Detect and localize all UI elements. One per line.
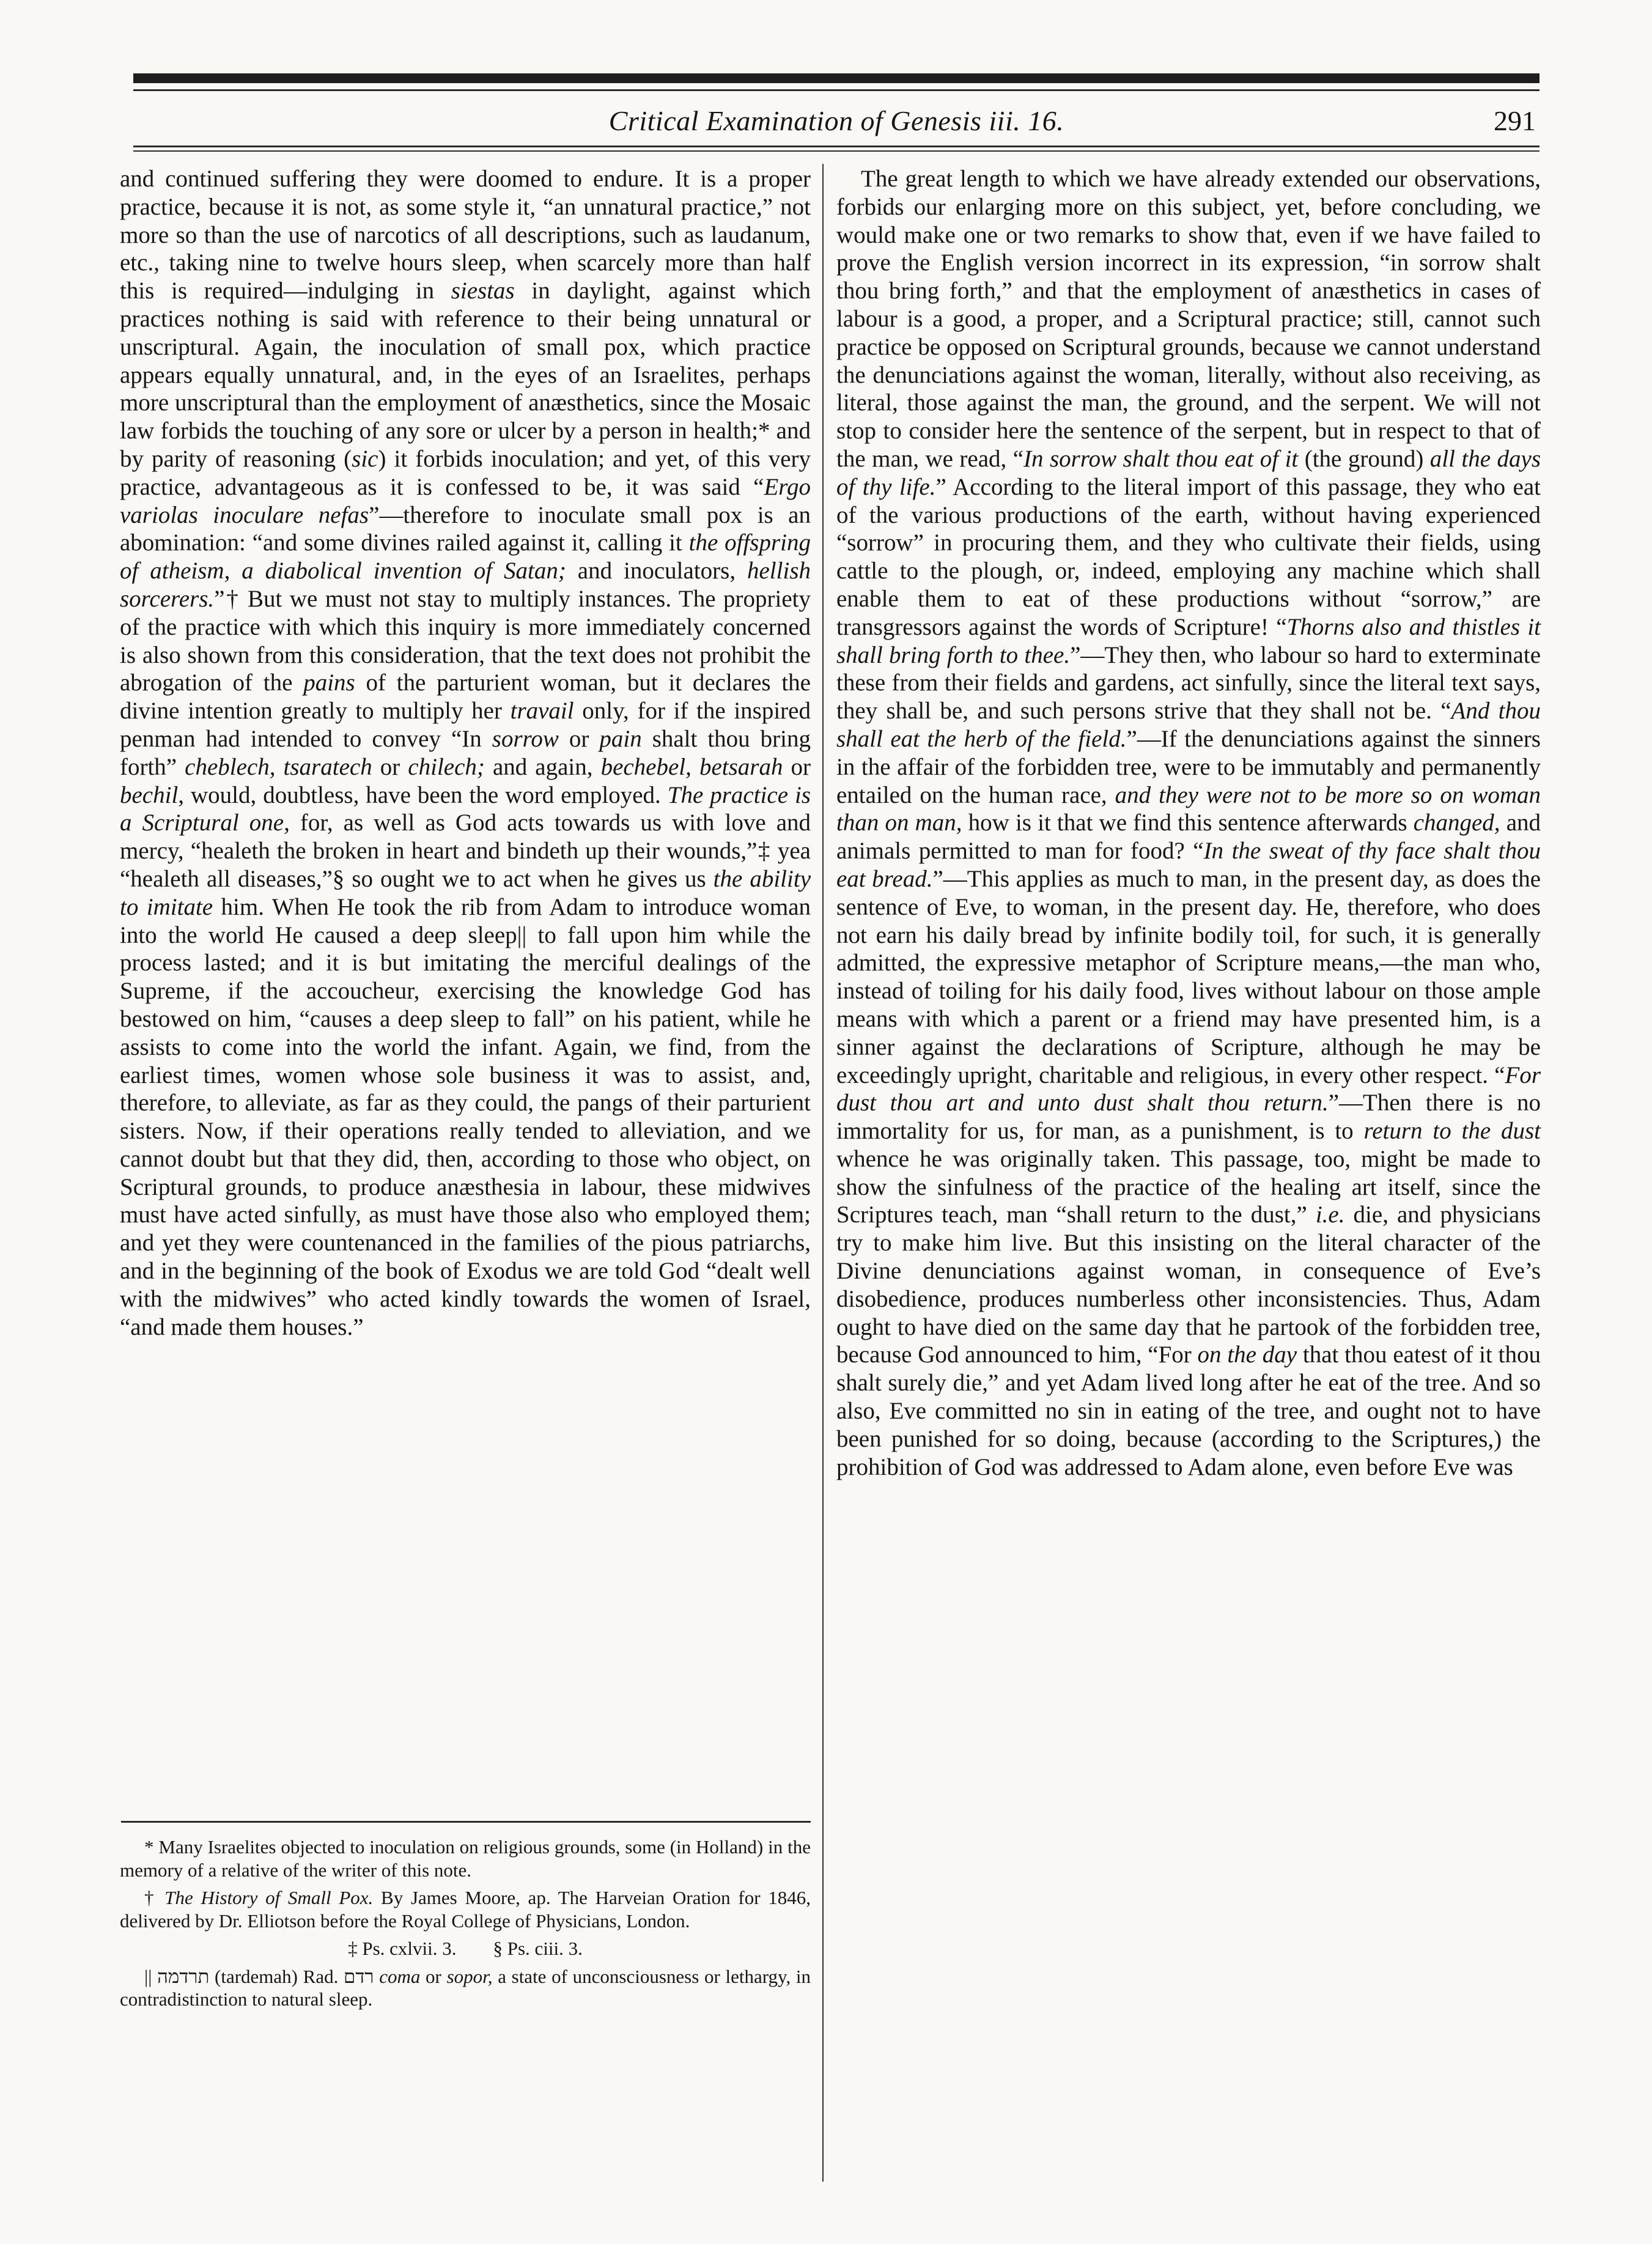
text-run: shalt thou bring forth” [120,725,811,780]
footnote-rule [121,1821,811,1823]
italic-phrase: i.e. [1315,1201,1345,1228]
italic-phrase: Ergo variolas inoculare nefas [120,473,811,528]
text-run: only, for if the inspired penman had intended to convey “In [120,698,811,752]
text-run: how is it that we find this sentence afterwards [962,810,1414,836]
italic-phrase: hellish sorcerers. [120,558,811,612]
text-run: and continued suffering they were doomed to endure. It is a proper practice, because it is not, as some style it, “an unnatural practice,” not more so than the use of narcotics of all descriptions, such as laudanum, etc., taking nine to twelve hours sleep, when scarcely more than half this is required—indulging in [120,166,811,304]
italic-phrase: sorrow [492,725,559,752]
header-rule [133,146,1540,147]
footnote-inoculation: * Many Israelites objected to inoculation on religious grounds, some (in Holland) in the memory of a relative of the writer of this note. [120,1836,811,1881]
footnote-citation: By James Moore, ap. The Harveian Oration for 1846, delivered by Dr. Elliotson before the Royal College of Physicians, London. [120,1887,811,1932]
text-run: and inoculators, [566,558,747,585]
italic-phrase: pain [599,725,642,752]
italic-phrase: In the sweat of thy face shalt thou eat bread. [836,838,1541,892]
italic-phrase: the ability to imitate [120,865,811,920]
footnote-or: or [420,1965,447,1987]
text-run: or [372,753,408,780]
text-run: for, as well as God acts towards us with love and mercy, “healeth the broken in heart and bindeth up their wounds,”‡ yea “healeth all diseases,”§ so ought we to act when he gives us [120,810,811,892]
text-run: of the parturient woman, but it declares the divine intention greatly to multiply her [120,670,811,725]
text-run: and animals permitted to man for food? “ [836,810,1541,865]
footnote-psalm-103: § Ps. ciii. 3. [493,1938,583,1959]
italic-phrase: on the day [1197,1342,1297,1368]
footnote-sopor: sopor, [446,1965,493,1987]
left-column-body-text [120,165,811,1341]
italic-phrase: sic [352,445,378,472]
text-run: and again, [484,753,601,780]
text-run: that thou eatest of it thou shalt surely die,” and yet Adam lived long after he eat of the tree. And so also, Eve committed no sin in eating of the tree, and ought not to have been punished for so doing, because (according to the Scriptures,) the prohibition of God was addressed to Adam alone, even before Eve was [836,1342,1541,1480]
text-run: ) it forbids inoculation; and yet, of this very practice, advantageous as it is confessed to be, it was said “ [120,445,811,500]
top-thin-rule [133,89,1540,91]
italic-phrase: The practice is a Scriptural one, [120,781,811,836]
running-head [133,103,1540,146]
footnote-hebrew-term: || תרדמה (tardemah) Rad. רדם [144,1965,380,1987]
italic-phrase: all the days of thy life. [836,445,1541,500]
text-run: ”—If the denunciations against the sinners in the affair of the forbidden tree, were to be immutably and permanently entailed on the human race, [836,725,1541,808]
footnote-psalm-refs [120,1937,811,1960]
header-rule-double [133,150,1540,152]
footnote-tardemah [120,1965,811,2011]
text-run: (the ground) [1298,445,1430,472]
italic-phrase: bechebel, betsarah [600,753,783,780]
right-column [836,165,1541,1481]
footnotes [120,1836,811,2016]
text-run: in daylight, against which practices nothing is said with reference to their being unnatural or unscriptural. Again, the inoculation of small pox, which practice appears equally unnatural, and, in the eyes of an Israelites, perhaps more unscriptural than the employment of anæsthetics, since the Mosaic law forbids the touching of any sore or ulcer by a person in health;* and by parity of reasoning ( [120,278,811,472]
text-run: ”—They then, who labour so hard to exterminate these from their fields and gardens, act sinfully, since the literal text says, they shall be, and such persons strive that they shall not be. “ [836,641,1541,725]
italic-phrase: Thorns also and thistles it shall bring forth to thee. [836,613,1541,668]
italic-phrase: travail [510,698,574,725]
text-run: or [558,725,600,752]
running-title: Critical Examination of Genesis iii. 16. [608,105,1064,136]
left-column [120,165,811,1341]
footnote-book-title: The History of Small Pox. [164,1887,374,1908]
text-run: The great length to which we have already extended our observations, forbids our enlarging more on this subject, yet, before concluding, we would make one or two remarks to show that, even if we have failed to prove the English version incorrect in its expression, “in sorrow shalt thou bring forth,” and that the employment of anæsthetics in cases of labour is a good, a proper, and a Scriptural practice; still, cannot such practice be opposed on Scriptural grounds, because we cannot understand the denunciations against the woman, literally, without also receiving, as literal, those against the man, the ground, and the serpent. We will not stop to consider here the sentence of the serpent, but in respect to that of the man, we read, “ [836,166,1541,472]
italic-phrase: chilech; [408,753,485,780]
footnote-psalm-147: ‡ Ps. cxlvii. 3. [348,1938,457,1959]
italic-phrase: bechil, [120,781,185,808]
italic-phrase: and they were not to be more so on woman than on man, [836,781,1541,836]
right-column-body-text [836,165,1541,1481]
footnote-coma: coma [379,1965,421,1987]
italic-phrase: siestas [451,278,515,304]
text-run: ”—This applies as much to man, in the present day, as does the sentence of Eve, to woman, in the present day. He, therefore, who does not earn his daily bread by infinite bodily toil, for such, it is generally admitted, the expressive metaphor of Scripture means,—the man who, instead of toiling for his daily food, lives without labour on those ample means with which a parent or a friend may have presented him, is a sinner against the declarations of Scripture, although he may be exceedingly upright, charitable and religious, in every other respect. “ [836,865,1541,1088]
text-run: ”—therefore to inoculate small pox is an abomination: “and some divines railed against it, calling it [120,501,811,556]
text-run: ” According to the literal import of this passage, they who eat of the various productions of the earth, without having experienced “sorrow” in procuring them, and they who cultivate their fields, using cattle to the plough, or, indeed, employing any machine which shall enable them to eat of these productions without “sorrow,” are transgressors against the words of Scripture! “ [836,473,1541,640]
italic-phrase: And thou shall eat the herb of the field. [836,698,1541,752]
italic-phrase: the offspring of atheism, a diabolical invention of Satan; [120,530,811,585]
italic-phrase: cheblech, tsaratech [185,753,372,780]
italic-phrase: In sorrow shalt thou eat of it [1023,445,1299,472]
footnote-marker: † [144,1887,165,1908]
italic-phrase: return to the dust [1363,1118,1541,1145]
footnote-definition: a state of unconsciousness or lethargy, in contradistinction to natural sleep. [120,1965,811,2010]
text-run: would, doubtless, have been the word employed. [184,781,668,808]
page-number: 291 [1494,105,1536,136]
text-run: whence he was originally taken. This passage, too, might be made to show the sinfulness of the practice of the healing art itself, since the Scriptures teach, man “shall return to the dust,” [836,1145,1541,1228]
text-run: or [783,753,811,780]
text-run: ”—Then there is no immortality for us, for man, as a punishment, is to [836,1090,1541,1145]
italic-phrase: pains [303,670,355,696]
footnote-small-pox [120,1886,811,1932]
text-run: die, and physicians try to make him live. But this insisting on the literal character of the Divine denunciations against woman, in consequence of Eve’s disobedience, produces numberless other inconsistencies. Thus, Adam ought to have died on the same day that he partook of the forbidden tree, because God announced to him, “For [836,1201,1541,1368]
text-run: ”† But we must not stay to multiply instances. The propriety of the practice with which this inquiry is more immediately concerned is also shown from this consideration, that the text does not prohibit the abrogation of the [120,585,811,696]
italic-phrase: For dust thou art and unto dust shalt thou return. [836,1061,1541,1116]
top-thick-rule [133,73,1540,83]
text-run: him. When He took the rib from Adam to introduce woman into the world He caused a deep sleep|| to fall upon him while the process lasted; and it is but imitating the merciful dealings of the Supreme, if the accoucheur, exercising the knowledge God has bestowed on him, “causes a deep sleep to fall” on his patient, while he assists to come into the world the infant. Again, we find, from the earliest times, women whose sole business it was to assist, and, therefore, to alleviate, as far as they could, the pangs of their parturient sisters. Now, if their operations really tended to alleviation, and we cannot doubt but that they did, then, according to those who object, on Scriptural grounds, to produce anæsthesia in labour, these midwives must have acted sinfully, as must have those also who employed them; and yet they were countenanced in the families of the pious patriarchs, and in the beginning of the book of Exodus we are told God “dealt well with the midwives” who acted kindly towards the women of Israel, “and made them houses.” [120,893,811,1340]
column-divider [822,164,824,2182]
italic-phrase: changed, [1413,810,1500,836]
